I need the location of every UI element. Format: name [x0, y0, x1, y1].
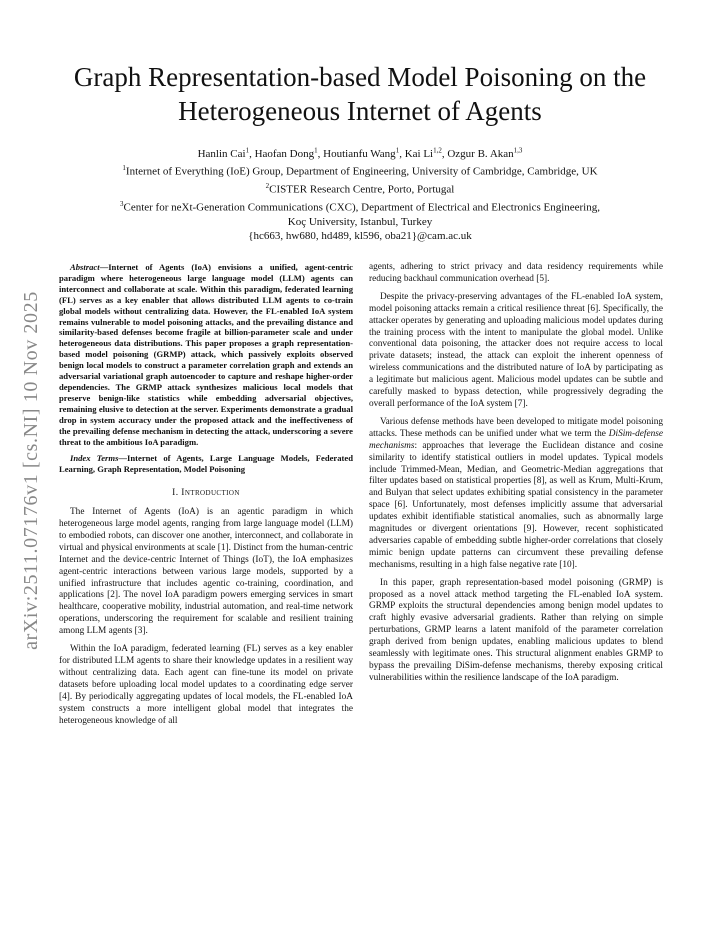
author-block — [40, 143, 680, 243]
intro-paragraph: Within the IoA paradigm, federated learning (FL) serves as a key enabler for distributed LLM agents to share their knowledge updates in a resilient way without centralizing data. Each agent can fine-tune its model on private datasets before uploading local model updates to a coordinating edge server [4]. By periodically aggregating updates of local models, the FL-enabled IoA system constructs a more intelligent global model that integrates the heterogeneous knowledge of all — [59, 644, 353, 726]
section-heading-introduction: I. Introduction — [172, 488, 240, 499]
intro-paragraph: Various defense methods have been developed to mitigate model poisoning attacks. These methods can be unified under what we term the DiSim-defense mechanisms: approaches that leverage the Euclidean distance and cosine similarity to identify statistical outliers in model updates. Typical models include Trimmed-Mean, Median, and Geometric-Median aggregations that filter updates based on statistical properties [8], as well as Krum, Multi-Krum, and Bulyan that select updates exhibiting spatial consistency in the parameter space [6]. Unfortunately, most defenses implicitly assume that adversarial updates exhibit identifiable statistical anomalies, such as abnormally large magnitudes or divergent orientations [9]. However, recent sophisticated adversaries capable of embedding subtle higher-order correlations that closely mimic benign update patterns can circumvent these prevailing defense mechanisms, resulting in a high false negative rate [10]. — [369, 416, 663, 570]
abstract-text: —Internet of Agents (IoA) envisions a unified, agent-centric paradigm where heterogeneous large language model (LLM) agents can interconnect and collaborate at scale. Within this paradigm, federated learning (FL) serves as a key enabler that allows distributed LLM agents to co-train global models without centralizing data. However, the FL-enabled IoA system remains vulnerable to model poisoning attacks, and the prevailing distance and similarity-based defenses become fragile at billion-parameter scale and under heterogeneous data distributions. This paper proposes a graph representation-based model poisoning (GRMP) attack, which passively exploits observed benign local models to construct a parameter correlation graph and extends an adversarial variational graph autoencoder to capture and reshape higher-order dependencies. The GRMP attack synthesizes malicious local models that preserve benign-like statistics while embedding adversarial objectives, remaining elusive to detection at the server. Experiments demonstrate a gradual drop in system accuracy under the proposed attack and the ineffectiveness of the prevailing defense mechanism in detecting the attack, underscoring a severe threat to the ambitious IoA paradigm. — [59, 262, 353, 447]
intro-paragraph-continued: agents, adhering to strict privacy and data residency requirements while reducing backhaul communication overhead [5]. — [369, 262, 663, 284]
index-terms — [59, 453, 353, 475]
arxiv-identifier[interactable] — [10, 265, 52, 675]
author: Haofan Dong$^1$, — [254, 146, 324, 160]
affiliation: $^2$CISTER Research Centre, Porto, Portugal — [265, 181, 455, 196]
author: Kai Li$^{1,2}$, — [404, 146, 448, 160]
affiliation: $^3$Center for neXt-Generation Communications (CXC), Department of Electrical and Electronics Engineering, — [119, 199, 600, 214]
intro-paragraph: The Internet of Agents (IoA) is an agentic paradigm in which heterogeneous large model agents, ranging from large language model (LLM) to embodied robots, can discover one another, interconnect, and collaborate in virtual and physical environments at scale [1]. Distinct from the human-centric Internet and the device-centric Internet of Things (IoT), the IoA emphasizes agent-centric interactions between various large models, supported by a unified infrastructure that includes agentic co-training, coordination, and applications [2]. The novel IoA paradigm powers emerging services in smart healthcare, cooperative mobility, industrial automation, and real-time network operations, underscoring the requirement for scalable and resilient training among LLM agents [3]. — [59, 507, 353, 637]
paper-title: Graph Representation-based Model Poisoning on the Heterogeneous Internet of Agents — [73, 62, 647, 126]
intro-paragraph: Despite the privacy-preserving advantages of the FL-enabled IoA system, model poisoning attacks remain a critical resilience threat [6]. Specifically, the attacker operates by generating and uploading malicious model updates during the training process with the intent to manipulate the global model. Unlike conventional data poisoning, the attacker does not require access to local private datasets; instead, the attack can exploit the inherent openness of wireless communications and the distributed nature of IoA by participating as a legitimate but malicious agent. Malicious model updates can be subtle and carefully masked to bypass detection, while progressively degrading the overall performance of the IoA system [7]. — [369, 291, 663, 409]
author: Ozgur B. Akan$^{1,3}$ — [447, 146, 523, 160]
author: Houtianfu Wang$^1$, — [323, 146, 405, 160]
author: Hanlin Cai$^1$, — [197, 146, 255, 160]
author-list — [40, 143, 680, 161]
right-column — [369, 262, 663, 685]
author-emails: {hc663, hw680, hd489, kl596, oba21}@cam.ac.uk — [248, 230, 472, 243]
intro-paragraph: In this paper, graph representation-based model poisoning (GRMP) is proposed as a novel attack method targeting the FL-enabled IoA system. GRMP exploits the structural dependencies among benign model updates to craft highly evasive adversarial gradients. Rather than relying on simple perturbations, GRMP learns a latent manifold of the parameter correlation graph derived from benign updates, enabling malicious updates to blend seamlessly with legitimate ones. This structural alignment enables GRMP to bypass the prevailing DiSim-defense mechanisms, thereby exposing critical vulnerabilities within the resilience landscape of the IoA paradigm. — [369, 577, 663, 683]
affiliation: $^1$Internet of Everything (IoE) Group, Department of Engineering, University of Cambridge, Cambridge, UK — [122, 163, 598, 178]
arxiv-identifier-text: arXiv:2511.07176v1 [cs.NI] 10 Nov 2025 — [19, 290, 42, 650]
index-terms-label: Index Terms — [70, 453, 119, 464]
index-terms-text: —Internet of Agents, Large Language Models, Federated Learning, Graph Representation, Model Poisoning — [59, 453, 354, 475]
left-column — [59, 262, 353, 727]
abstract-label: Abstract — [70, 262, 100, 272]
affiliation: Koç University, Istanbul, Turkey — [287, 215, 433, 228]
abstract — [59, 262, 353, 447]
disim-defense-term: DiSim-defense mechanisms — [369, 428, 663, 451]
